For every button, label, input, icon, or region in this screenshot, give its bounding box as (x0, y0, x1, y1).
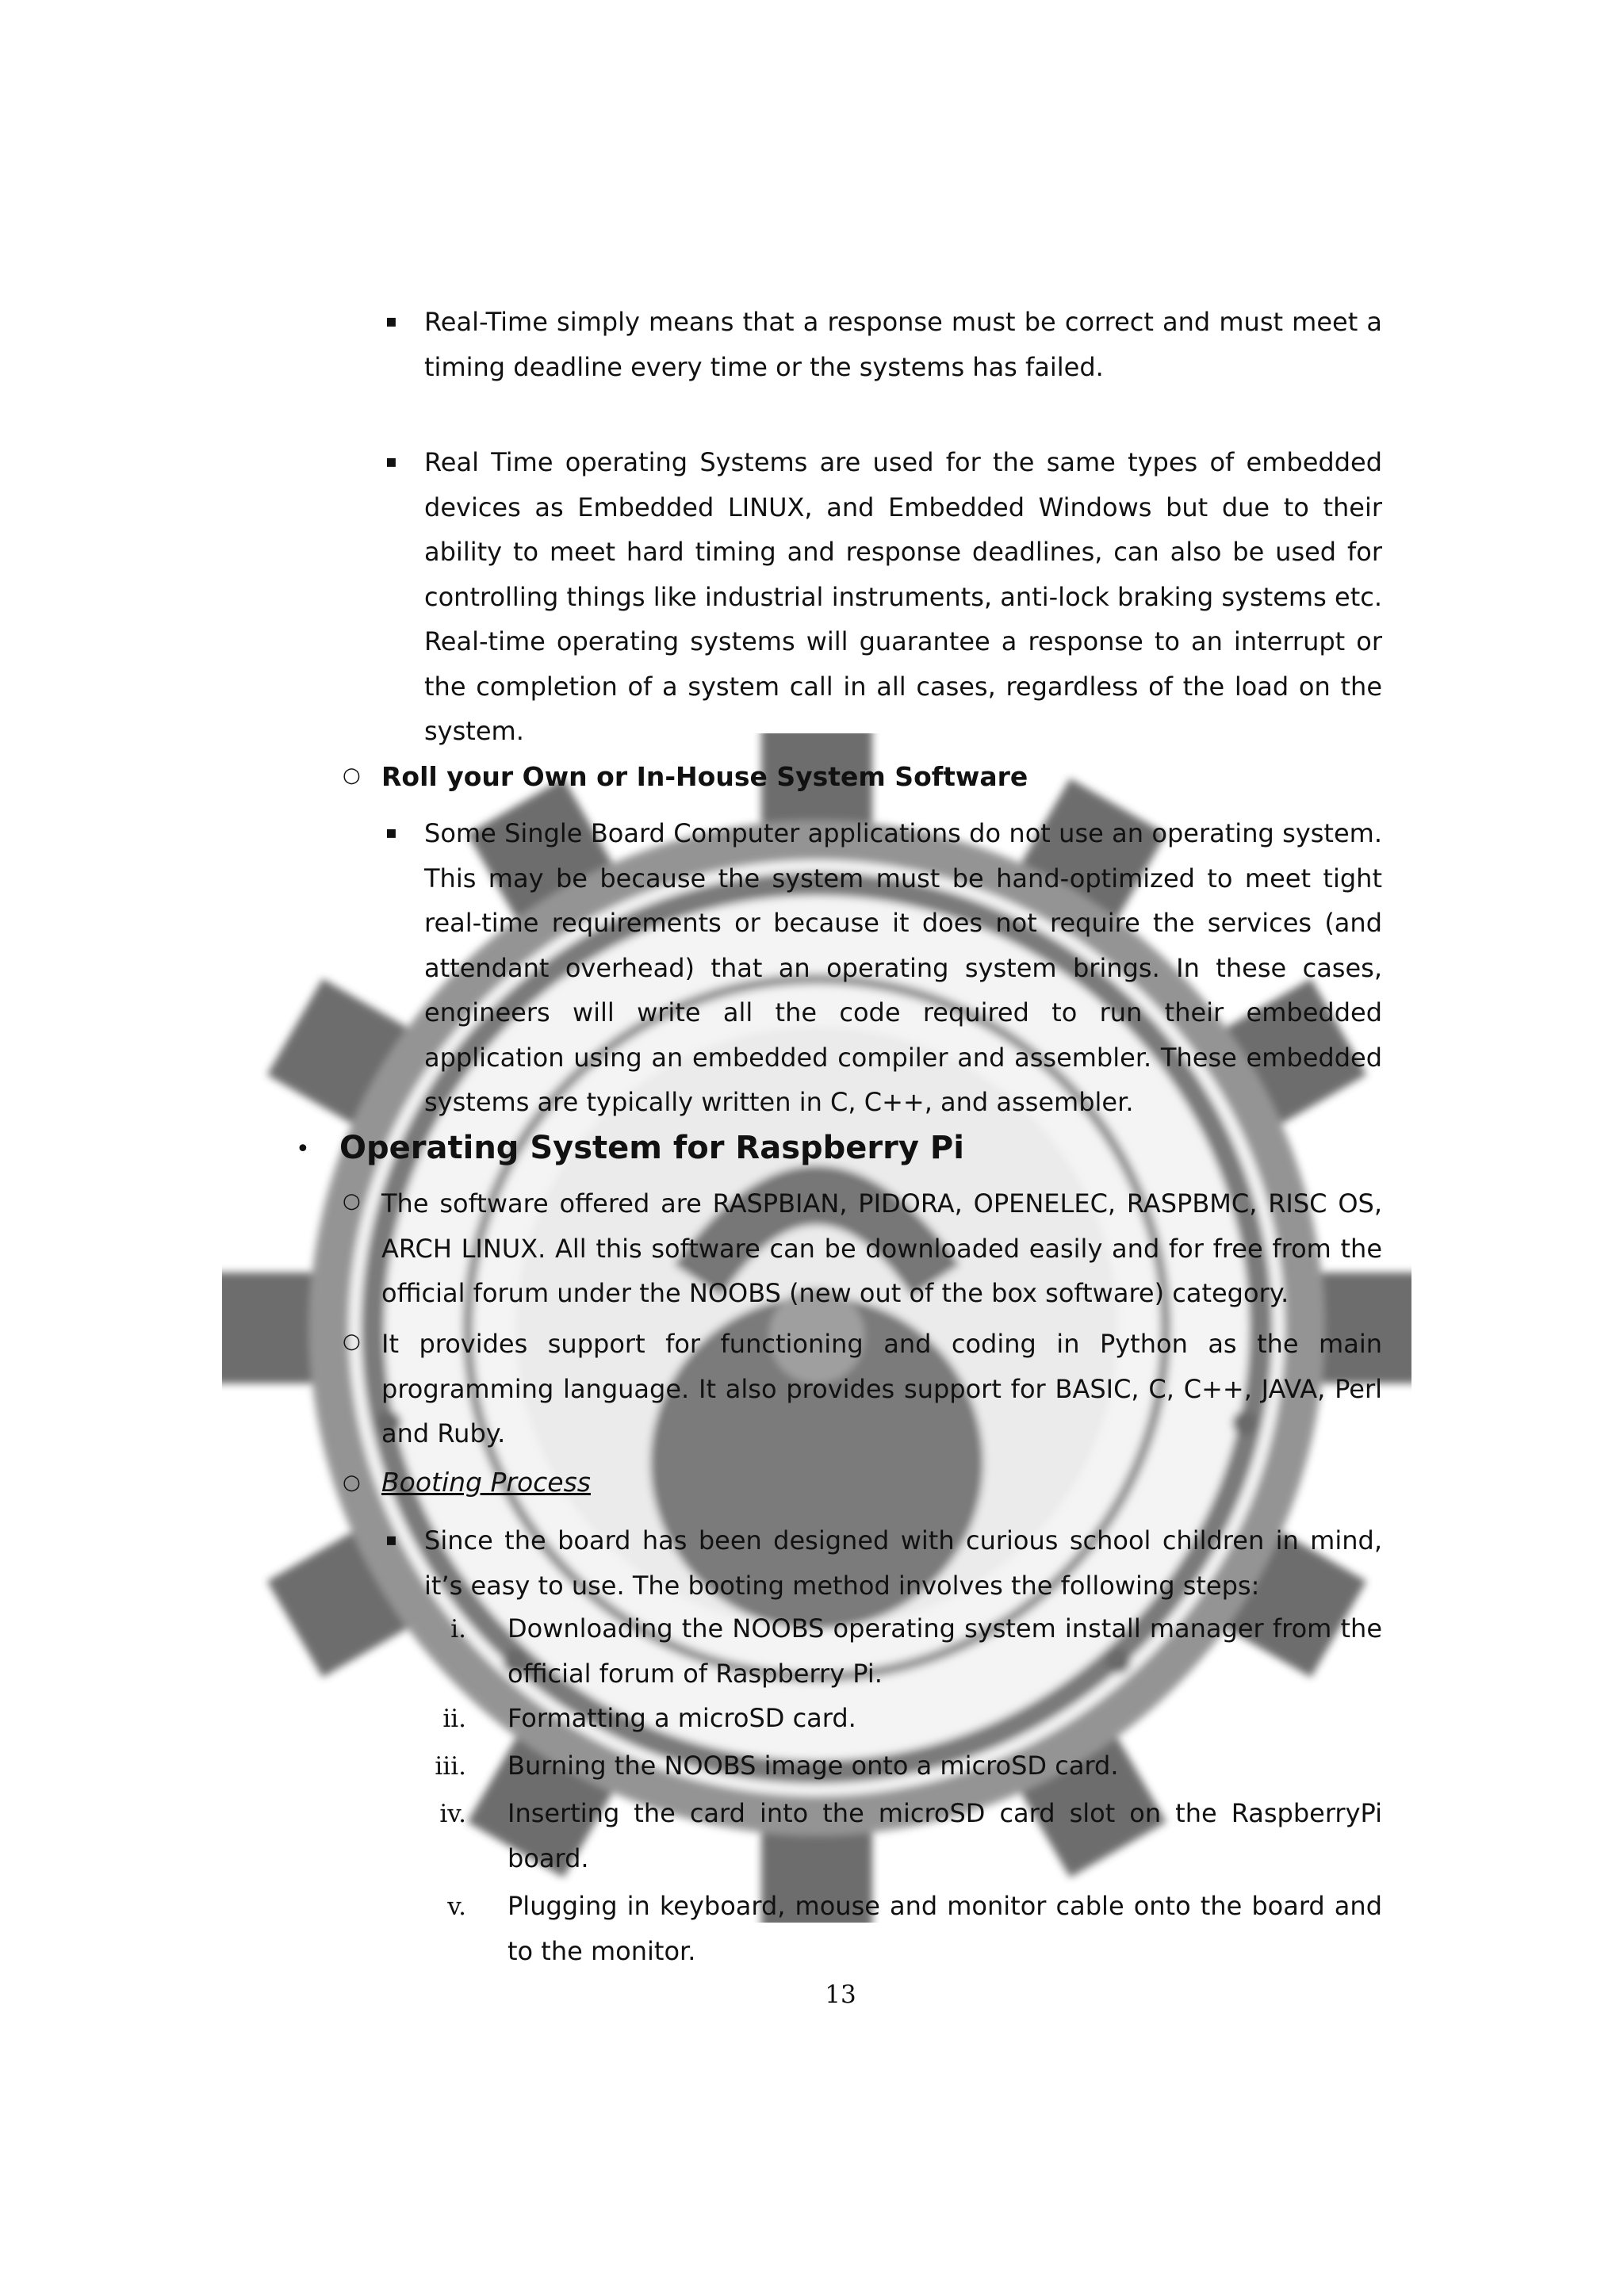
step-text: Downloading the NOOBS operating system install manager from the official forum of Raspberry Pi. (508, 1613, 1382, 1689)
step-text: Plugging in keyboard, mouse and monitor cable onto the board and to the monitor. (508, 1891, 1382, 1966)
square-bullet-icon: ▪ (385, 452, 397, 472)
heading-os-raspberry-pi: Operating System for Raspberry Pi (339, 1130, 964, 1166)
heading-booting-process: Booting Process (381, 1467, 591, 1498)
paragraph-rtos-usage: Real Time operating Systems are used for the same types of embedded devices as Embedded LINUX, and Embedded Windows but due to their ability to meet hard timing and response deadlines, can also be used for controlling things like industrial instruments, anti-lock braking systems etc. Real-time operating systems will guarantee a response to an interrupt or the completion of a system call in all cases, regardless of the load on the system. (424, 447, 1382, 746)
step-text: Inserting the card into the microSD card slot on the RaspberryPi board. (508, 1798, 1382, 1873)
circle-bullet-icon: ○ (343, 1189, 361, 1213)
step-number: v. (447, 1892, 466, 1921)
heading-roll-your-own: Roll your Own or In-House System Software (381, 761, 1028, 792)
square-bullet-icon: ▪ (385, 1530, 397, 1550)
step-text: Burning the NOOBS image onto a microSD card. (508, 1751, 1119, 1781)
square-bullet-icon: ▪ (385, 823, 397, 843)
paragraph-python-support: It provides support for functioning and coding in Python as the main programming language. It also provides support for BASIC, C, C++, JAVA, Perl and Ruby. (381, 1329, 1382, 1448)
dot-bullet-icon: • (296, 1135, 310, 1163)
page-number: 13 (825, 1980, 856, 2009)
step-number: iv. (439, 1800, 466, 1828)
paragraph-software-offered: The software offered are RASPBIAN, PIDORA, OPENELEC, RASPBMC, RISC OS, ARCH LINUX. All this software can be downloaded easily and for free from the official forum under the NOOBS (new out of the box software) category. (381, 1188, 1382, 1308)
step-number: iii. (435, 1752, 466, 1781)
paragraph-in-house-software: Some Single Board Computer applications do not use an operating system. This may be because the system must be hand-optimized to meet tight real-time requirements or because it does not require the services (and attendant overhead) that an operating system brings. In these cases, engineers will write all the code required to run their embedded application using an embedded compiler and assembler. These embedded systems are typically written in C, C++, and assembler. (424, 818, 1382, 1117)
step-text: Formatting a microSD card. (508, 1703, 856, 1733)
step-number: i. (450, 1615, 466, 1644)
step-number: ii. (442, 1705, 466, 1733)
paragraph-booting-intro: Since the board has been designed with curious school children in mind, it’s easy to use. The booting method involves the following steps: (424, 1525, 1382, 1601)
circle-bullet-icon: ○ (343, 763, 361, 787)
circle-bullet-icon: ○ (343, 1330, 361, 1353)
paragraph-real-time-definition: Real-Time simply means that a response must be correct and must meet a timing deadline every time or the systems has failed. (424, 307, 1382, 382)
square-bullet-icon: ▪ (385, 312, 397, 331)
circle-bullet-icon: ○ (343, 1471, 361, 1494)
